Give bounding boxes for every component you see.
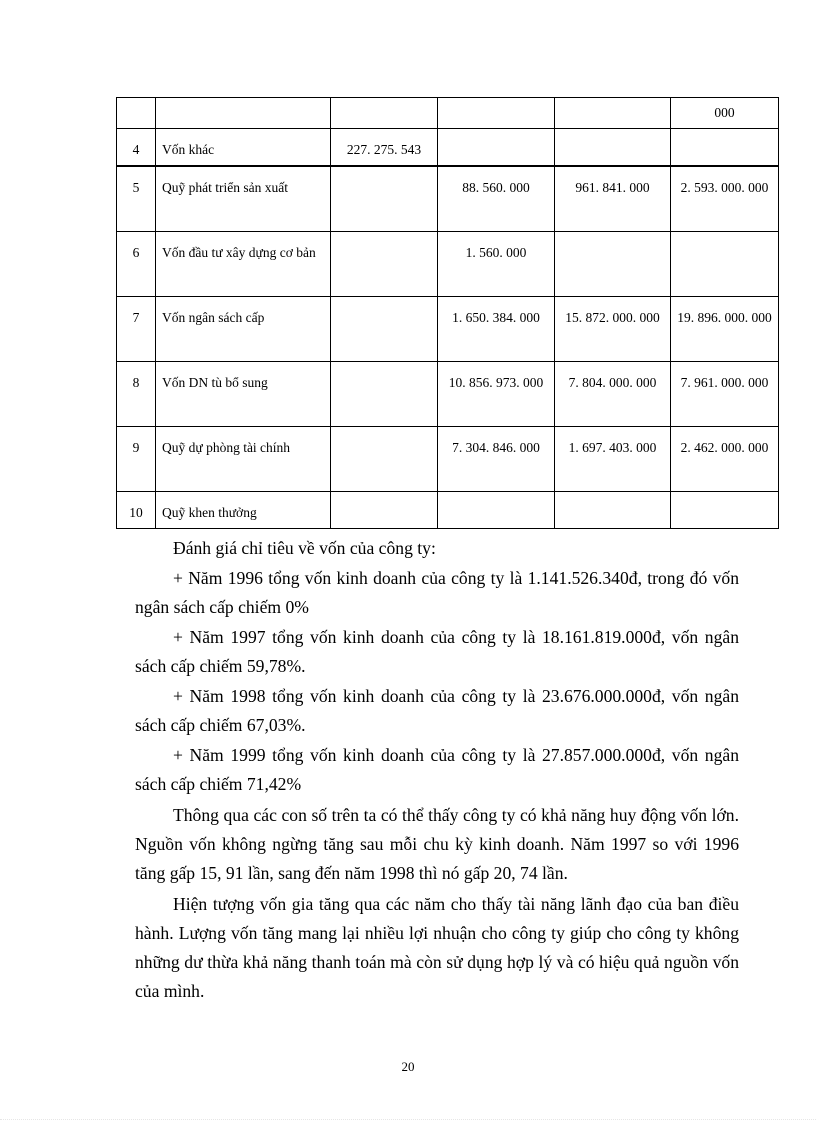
value-cell	[438, 297, 555, 362]
row-no-cell	[117, 232, 156, 297]
row-name-text: Vốn đầu tư xây dựng cơ bản	[162, 245, 316, 260]
bullet-1996: + Năm 1996 tổng vốn kinh doanh của công ty là 1.141.526.340đ, trong đó vốn ngân sách cấp chiếm 0%	[135, 568, 739, 617]
value-cell	[555, 129, 671, 167]
value-cell	[671, 427, 779, 492]
value-cell	[555, 427, 671, 492]
row-no-text: 9	[132, 440, 140, 455]
row-no-cell	[117, 129, 156, 167]
value-text: 000	[714, 105, 735, 120]
value-cell	[555, 98, 671, 129]
row-name-text: Vốn DN tù bổ sung	[162, 375, 268, 390]
section-heading: Đánh giá chỉ tiêu về vốn của công ty:	[173, 538, 436, 558]
value-cell	[555, 232, 671, 297]
value-text: 227. 275. 543	[346, 142, 422, 157]
value-cell	[671, 492, 779, 529]
value-cell	[438, 129, 555, 167]
value-cell	[671, 98, 779, 129]
row-no-cell	[117, 297, 156, 362]
row-no-text: 4	[132, 142, 140, 157]
row-name-cell	[156, 166, 331, 232]
value-cell	[555, 297, 671, 362]
row-name-text: Quỹ dự phòng tài chính	[162, 440, 291, 455]
row-name-text: Quỹ khen thưởng	[162, 505, 257, 520]
value-cell	[555, 362, 671, 427]
value-cell	[671, 129, 779, 167]
value-cell	[331, 232, 438, 297]
value-cell	[331, 427, 438, 492]
table-row	[117, 129, 779, 167]
table-row	[117, 297, 779, 362]
row-no-cell	[117, 492, 156, 529]
value-text: 2. 593. 000. 000	[680, 180, 769, 195]
value-text: 7. 804. 000. 000	[568, 375, 657, 390]
row-name-cell	[156, 297, 331, 362]
value-text: 1. 650. 384. 000	[452, 310, 540, 325]
row-name-cell	[156, 427, 331, 492]
table-row	[117, 427, 779, 492]
value-text: 15. 872. 000. 000	[565, 310, 660, 325]
capital-table	[116, 97, 779, 529]
value-cell	[671, 297, 779, 362]
value-cell	[331, 362, 438, 427]
value-cell	[555, 166, 671, 232]
bullet-1998: + Năm 1998 tổng vốn kinh doanh của công ty là 23.676.000.000đ, vốn ngân sách cấp chiếm 67,03%.	[135, 686, 739, 735]
bullet-1997: + Năm 1997 tổng vốn kinh doanh của công ty là 18.161.819.000đ, vốn ngân sách cấp chiếm 59,78%.	[135, 627, 739, 676]
row-no-text: 7	[132, 310, 140, 325]
value-cell	[331, 492, 438, 529]
row-name-text: Quỹ phát triển sản xuất	[162, 180, 288, 195]
value-text: 88. 560. 000	[462, 180, 530, 195]
value-cell	[438, 362, 555, 427]
value-text: 961. 841. 000	[575, 180, 650, 195]
row-name-cell	[156, 232, 331, 297]
analysis-paragraph: Thông qua các con số trên ta có thể thấy công ty có khả năng huy động vốn lớn. Nguồn vốn không ngừng tăng sau mỗi chu kỳ kinh doanh. Năm 1997 so với 1996 tăng gấp 15, 91 lần, sang đến năm 1998 thì nó gấp 20, 74 lần.	[135, 805, 739, 883]
row-name-text: Vốn ngân sách cấp	[162, 310, 265, 325]
value-cell	[331, 129, 438, 167]
row-name-cell	[156, 362, 331, 427]
row-no-cell	[117, 98, 156, 129]
page-bottom-divider	[0, 1119, 816, 1120]
table-row	[117, 232, 779, 297]
value-cell	[438, 166, 555, 232]
page-number: 20	[401, 1059, 415, 1074]
row-no-cell	[117, 166, 156, 232]
row-no-text: 5	[132, 180, 140, 195]
row-name-cell	[156, 129, 331, 167]
value-text: 19. 896. 000. 000	[677, 310, 772, 325]
row-no-cell	[117, 427, 156, 492]
table-row	[117, 492, 779, 529]
table-row	[117, 98, 779, 129]
conclusion-paragraph: Hiện tượng vốn gia tăng qua các năm cho thấy tài năng lãnh đạo của ban điều hành. Lượng vốn tăng mang lại nhiều lợi nhuận cho công ty giúp cho công ty không những dư thừa khả năng thanh toán mà còn sử dụng hợp lý và có hiệu quả nguồn vốn của mình.	[135, 894, 739, 1001]
value-cell	[438, 427, 555, 492]
body-text	[135, 534, 739, 1006]
table-row	[117, 362, 779, 427]
bullet-1999: + Năm 1999 tổng vốn kinh doanh của công ty là 27.857.000.000đ, vốn ngân sách cấp chiếm 71,42%	[135, 745, 739, 794]
row-no-text: 8	[132, 375, 140, 390]
value-text: 1. 560. 000	[465, 245, 527, 260]
value-cell	[671, 362, 779, 427]
value-cell	[331, 297, 438, 362]
value-cell	[438, 232, 555, 297]
row-no-cell	[117, 362, 156, 427]
value-cell	[331, 166, 438, 232]
table-row	[117, 166, 779, 232]
value-text: 1. 697. 403. 000	[568, 440, 657, 455]
value-text: 10. 856. 973. 000	[448, 375, 544, 390]
value-cell	[671, 166, 779, 232]
value-text: 7. 304. 846. 000	[452, 440, 540, 455]
row-no-text: 6	[132, 245, 140, 260]
value-text: 2. 462. 000. 000	[680, 440, 769, 455]
value-cell	[555, 492, 671, 529]
value-cell	[438, 492, 555, 529]
row-name-text: Vốn khác	[162, 142, 215, 157]
row-no-text: 10	[129, 505, 143, 520]
value-text: 7. 961. 000. 000	[680, 375, 769, 390]
value-cell	[331, 98, 438, 129]
value-cell	[438, 98, 555, 129]
row-name-cell	[156, 98, 331, 129]
row-name-cell	[156, 492, 331, 529]
value-cell	[671, 232, 779, 297]
